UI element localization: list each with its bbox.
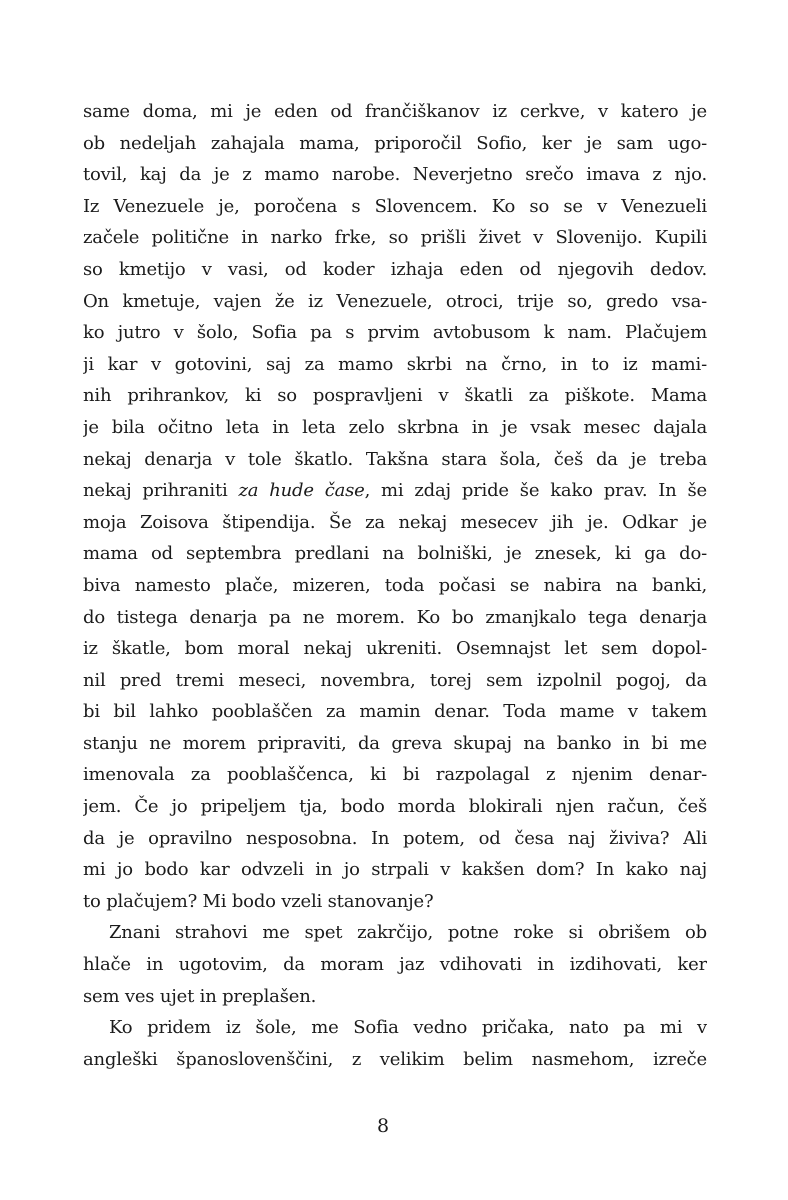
text-segment: do tistega denarja pa ne morem. Ko bo zmanjkalo tega denarja: [83, 606, 707, 628]
text-segment: , mi zdaj pride še kako prav. In še: [364, 480, 707, 502]
text-segment: On kmetuje, vajen že iz Venezuele, otroci, trije so, gredo vsa-: [83, 290, 707, 312]
text-segment: angleški španoslovenščini, z velikim belim nasmehom, izreče: [83, 1048, 707, 1070]
text-segment: nil pred tremi meseci, novembra, torej sem izpolnil pogoj, da: [83, 669, 707, 691]
text-line: [83, 759, 707, 791]
text-line: [83, 507, 707, 539]
text-segment: tovil, kaj da je z mamo narobe. Neverjetno srečo imava z njo.: [83, 164, 707, 186]
text-line: [83, 317, 707, 349]
text-segment: je bila očitno leta in leta zelo skrbna in je vsak mesec dajala: [83, 416, 707, 438]
text-segment: so kmetijo v vasi, od koder izhaja eden od njegovih dedov.: [83, 258, 707, 280]
text-line: [83, 159, 707, 191]
text-segment: nih prihrankov, ki so pospravljeni v škatli za piškote. Mama: [83, 385, 707, 407]
text-segment: nekaj prihraniti: [83, 480, 239, 502]
text-segment: to plačujem? Mi bodo vzeli stanovanje?: [83, 890, 434, 912]
text-segment: nekaj denarja v tole škatlo. Takšna stara šola, češ da je treba: [83, 448, 707, 470]
text-line: [83, 128, 707, 160]
text-line: [83, 286, 707, 318]
text-line: [83, 917, 707, 949]
text-line: [83, 412, 707, 444]
text-line: [83, 854, 707, 886]
text-line: [83, 1012, 707, 1044]
text-segment: Iz Venezuele je, poročena s Slovencem. Ko so se v Venezueli: [83, 195, 707, 217]
text-segment: bi bil lahko pooblaščen za mamin denar. Toda mame v takem: [83, 701, 707, 723]
text-segment: iz škatle, bom moral nekaj ukreniti. Osemnajst let sem dopol-: [83, 638, 707, 660]
text-line: [83, 823, 707, 855]
text-segment: ji kar v gotovini, saj za mamo skrbi na črno, in to iz mami-: [83, 353, 707, 375]
text-segment: da je opravilno nesposobna. In potem, od česa naj živiva? Ali: [83, 827, 707, 849]
text-segment: ob nedeljah zahajala mama, priporočil Sofio, ker je sam ugo-: [83, 132, 707, 154]
text-segment: Ko pridem iz šole, me Sofia vedno pričaka, nato pa mi v: [109, 1017, 707, 1039]
text-segment: moja Zoisova štipendija. Še za nekaj mesecev jih je. Odkar je: [83, 511, 707, 533]
text-line: [83, 981, 707, 1013]
text-line: [83, 444, 707, 476]
text-segment: jem. Če jo pripeljem tja, bodo morda blokirali njen račun, češ: [83, 796, 707, 818]
text-segment: same doma, mi je eden od frančiškanov iz cerkve, v katero je: [83, 101, 707, 122]
text-segment: ko jutro v šolo, Sofia pa s prvim avtobusom k nam. Plačujem: [83, 322, 707, 344]
text-block: [83, 96, 707, 1075]
text-segment: sem ves ujet in preplašen.: [83, 985, 317, 1007]
page-number: 8: [376, 1115, 390, 1137]
text-segment: mi jo bodo kar odvzeli in jo strpali v kakšen dom? In kako naj: [83, 859, 707, 881]
text-line: [83, 538, 707, 570]
text-line: [83, 602, 707, 634]
text-line: [83, 475, 707, 507]
text-segment: mama od septembra predlani na bolniški, je znesek, ki ga do-: [83, 543, 707, 565]
text-line: [83, 665, 707, 697]
text-line: [83, 1044, 707, 1076]
text-line: [83, 696, 707, 728]
text-line: [83, 349, 707, 381]
text-line: [83, 728, 707, 760]
text-line: [83, 791, 707, 823]
text-line: [83, 96, 707, 128]
text-segment: imenovala za pooblaščenca, ki bi razpolagal z njenim denar-: [83, 764, 707, 786]
text-line: [83, 254, 707, 286]
text-line: [83, 949, 707, 981]
text-line: [83, 633, 707, 665]
text-line: [83, 222, 707, 254]
text-segment: hlače in ugotovim, da moram jaz vdihovati in izdihovati, ker: [83, 954, 707, 976]
text-line: [83, 570, 707, 602]
text-line: [83, 886, 707, 918]
text-segment: biva namesto plače, mizeren, toda počasi se nabira na banki,: [83, 574, 707, 596]
text-segment: stanju ne morem pripraviti, da greva skupaj na banko in bi me: [83, 732, 707, 754]
text-line: [83, 380, 707, 412]
text-line: [83, 191, 707, 223]
italic-phrase: za hude čase: [238, 480, 365, 502]
text-segment: Znani strahovi me spet zakrčijo, potne roke si obrišem ob: [109, 922, 707, 944]
text-segment: začele politične in narko frke, so prišli živet v Slovenijo. Kupili: [83, 227, 707, 249]
